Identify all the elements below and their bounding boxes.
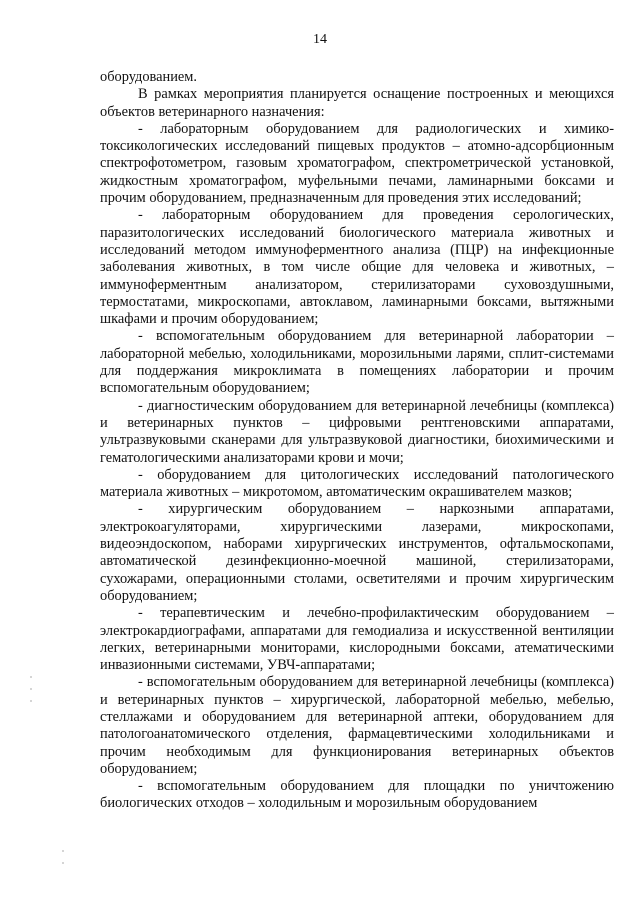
list-item-waste-disposal-equipment: - вспомогательным оборудованием для площадки по уничтожению биологических отходов – холодильным и морозильным оборудованием [100, 778, 614, 812]
scan-speck [62, 850, 64, 852]
list-item-serology-lab-equipment: - лабораторным оборудованием для проведения серологических, паразитологических исследований биологического материала животных и исследований методом иммуноферментного анализа (ПЦР) на инфекционные заболевания животных, в том числе общие для человека и животных, – иммуноферментным анализатором, стерилизаторами суховоздушными, термостатами, микроскопами, автоклавом, ламинарными боксами, вытяжными шкафами и прочим оборудованием; [100, 207, 614, 328]
page-number: 14 [313, 32, 327, 47]
list-item-auxiliary-clinic-equipment: - вспомогательным оборудованием для ветеринарной лечебницы (комплекса) и ветеринарных пунктов – хирургической, лабораторной мебелью, мебелью, стеллажами и оборудованием для ветеринарной аптеки, оборудованием для патологоанатомического отделения, фармацевтическими холодильниками и прочим необходимым для функционирования ветеринарных объектов оборудованием; [100, 674, 614, 777]
list-item-therapeutic-equipment: - терапевтическим и лечебно-профилактическим оборудованием – электрокардиографами, аппаратами для гемодиализа и искусственной вентиляции легких, ветеринарными мониторами, кислородными боксами, атематическими инвазионными системами, УВЧ-аппаратами; [100, 605, 614, 674]
list-item-radiology-lab-equipment: - лабораторным оборудованием для радиологических и химико-токсикологических исследований пищевых продуктов – атомно-адсорбционным спектрофотометром, газовым хроматографом, спектрометрической установкой, жидкостным хроматографом, муфельными печами, ламинарными боксами и прочим оборудованием, предназначенным для проведения этих исследований; [100, 120, 614, 207]
scan-speck [30, 700, 32, 702]
list-item-surgical-equipment: - хирургическим оборудованием – наркозными аппаратами, электрокоагуляторами, хирургическими лазерами, микроскопами, видеоэндоскопом, наборами хирургических инструментов, офтальмоскопами, автоматической дезинфекционно-моечной машиной, стерилизаторами, сухожарами, операционными столами, осветителями и прочим хирургическим оборудованием; [100, 501, 614, 604]
scan-speck [30, 676, 32, 678]
scan-speck [62, 862, 64, 864]
list-item-cytology-equipment: - оборудованием для цитологических исследований патологического материала животных – микротомом, автоматическим окрашивателем мазков; [100, 466, 614, 501]
list-item-auxiliary-lab-equipment: - вспомогательным оборудованием для ветеринарной лаборатории – лабораторной мебелью, холодильниками, морозильными ларями, сплит-системами для поддержания микроклимата в помещениях лаборатории и прочим вспомогательным оборудованием; [100, 328, 614, 397]
paragraph-intro: В рамках мероприятия планируется оснащение построенных и меющихся объектов ветеринарного назначения: [100, 86, 614, 120]
body-text [100, 69, 614, 813]
scan-speck [30, 688, 32, 690]
list-item-diagnostic-equipment: - диагностическим оборудованием для ветеринарной лечебницы (комплекса) и ветеринарных пунктов – цифровыми рентгеновскими аппаратами, ультразвуковыми сканерами для ультразвуковой диагностики, биохимическими и гематологическими анализаторами крови и мочи; [100, 397, 614, 466]
paragraph-continuation: оборудованием. [100, 69, 198, 85]
